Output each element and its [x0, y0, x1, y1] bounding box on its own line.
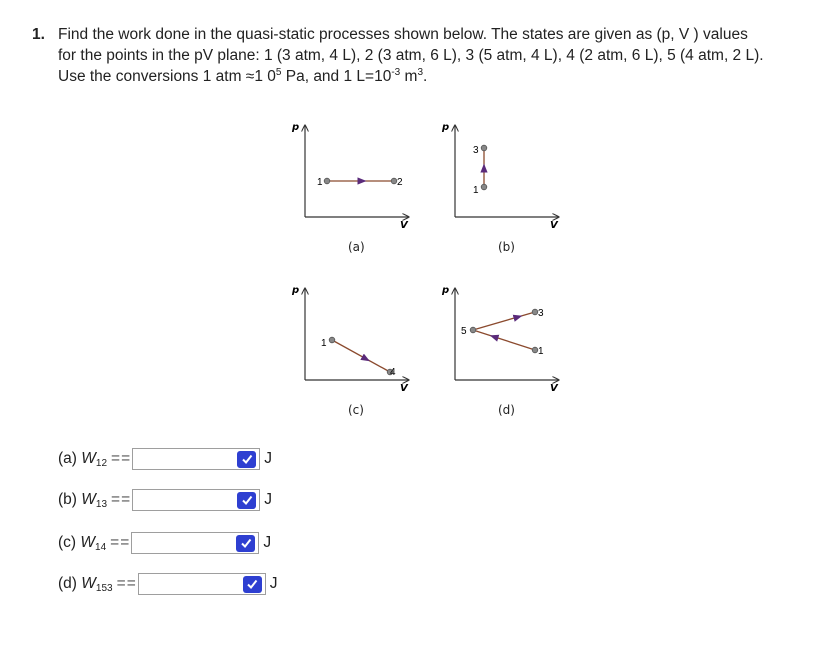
state-point-5 — [470, 327, 476, 333]
state-point-1 — [329, 337, 335, 343]
diagram-c-plot — [290, 283, 420, 393]
state-point-2 — [391, 178, 397, 184]
answer-label: (d) $W_{153}$ — [58, 575, 113, 594]
v-axis-label: V — [550, 220, 558, 231]
diagram-d — [440, 283, 570, 417]
diagram-c — [290, 283, 420, 417]
answer-row-b — [58, 488, 272, 512]
answer-row-c — [58, 531, 271, 555]
state-label-3: 3 — [473, 145, 479, 156]
problem-text — [58, 24, 822, 87]
diagram-b — [440, 120, 570, 254]
p-axis-label: p — [442, 122, 450, 133]
answer-input-b[interactable] — [132, 489, 260, 511]
answer-input-a[interactable] — [132, 448, 260, 470]
state-label-1: 1 — [473, 185, 479, 196]
checkmark-icon — [241, 494, 253, 506]
answer-row-d — [58, 572, 278, 596]
checkmark-icon — [246, 578, 258, 590]
check-answer-button[interactable] — [237, 492, 256, 509]
problem-line-2: for the points in the pV plane: 1 (3 atm, 4 L), 2 (3 atm, 6 L), 3 (5 atm, 4 L), 4 (2 atm, 6 L), 5 (4 atm, 2 L). — [58, 47, 764, 64]
equals-mark: = = — [110, 534, 129, 551]
v-axis-label: V — [400, 220, 408, 231]
equals-mark: = = — [111, 491, 130, 508]
diagram-a-caption: (a) — [348, 240, 365, 254]
state-label-1: 1 — [317, 177, 323, 188]
unit-label: J — [263, 534, 272, 551]
unit-label: J — [264, 491, 272, 508]
state-label-2: 2 — [397, 177, 403, 188]
equals-mark: = = — [111, 450, 130, 467]
unit-label: J — [264, 450, 272, 467]
answer-label: (c) $W_{14}$ — [58, 534, 107, 553]
answer-label: (a) $W_{12}$ — [58, 450, 108, 469]
problem-number: 1. — [32, 26, 45, 43]
state-label-4: 4 — [390, 367, 396, 378]
diagram-a — [290, 120, 420, 254]
diagram-b-plot — [440, 120, 570, 230]
state-point-1 — [481, 184, 487, 190]
state-point-3 — [532, 309, 538, 315]
checkmark-icon — [241, 453, 253, 465]
diagram-b-caption: (b) — [498, 240, 515, 254]
state-label-1: 1 — [321, 338, 327, 349]
state-point-3 — [481, 145, 487, 151]
diagram-a-plot — [290, 120, 420, 230]
problem-line-1: Find the work done in the quasi-static processes shown below. The states are given as (p, V ) values — [58, 26, 748, 43]
process-line-5-to-3 — [473, 312, 535, 330]
process-line-1-to-5 — [473, 330, 535, 350]
p-axis-label: p — [292, 285, 300, 296]
diagram-d-caption: (d) — [498, 403, 515, 417]
diagram-d-plot — [440, 283, 570, 393]
answer-row-a — [58, 447, 272, 471]
diagram-c-caption: (c) — [348, 403, 364, 417]
process-line — [332, 340, 390, 372]
state-point-1 — [324, 178, 330, 184]
p-axis-label: p — [292, 122, 300, 133]
unit-label: J — [269, 575, 278, 592]
v-axis-label: V — [550, 383, 558, 394]
v-axis-label: V — [400, 383, 408, 394]
state-label-3: 3 — [538, 308, 544, 319]
state-label-1: 1 — [538, 346, 544, 357]
problem-line-3: Use the conversions 1 atm ≈1 $0^5$ Pa, and 1 $L=10^{-3}$ $m^3$. — [58, 67, 428, 85]
state-label-5: 5 — [461, 326, 467, 337]
check-answer-button[interactable] — [243, 576, 262, 593]
answer-label: (b) $W_{13}$ — [58, 491, 108, 510]
answer-input-c[interactable] — [131, 532, 259, 554]
check-answer-button[interactable] — [237, 451, 256, 468]
checkmark-icon — [240, 537, 252, 549]
check-answer-button[interactable] — [236, 535, 255, 552]
problem-statement — [32, 24, 822, 87]
state-point-1 — [532, 347, 538, 353]
p-axis-label: p — [442, 285, 450, 296]
answer-input-d[interactable] — [138, 573, 266, 595]
equals-mark: = = — [116, 575, 135, 592]
